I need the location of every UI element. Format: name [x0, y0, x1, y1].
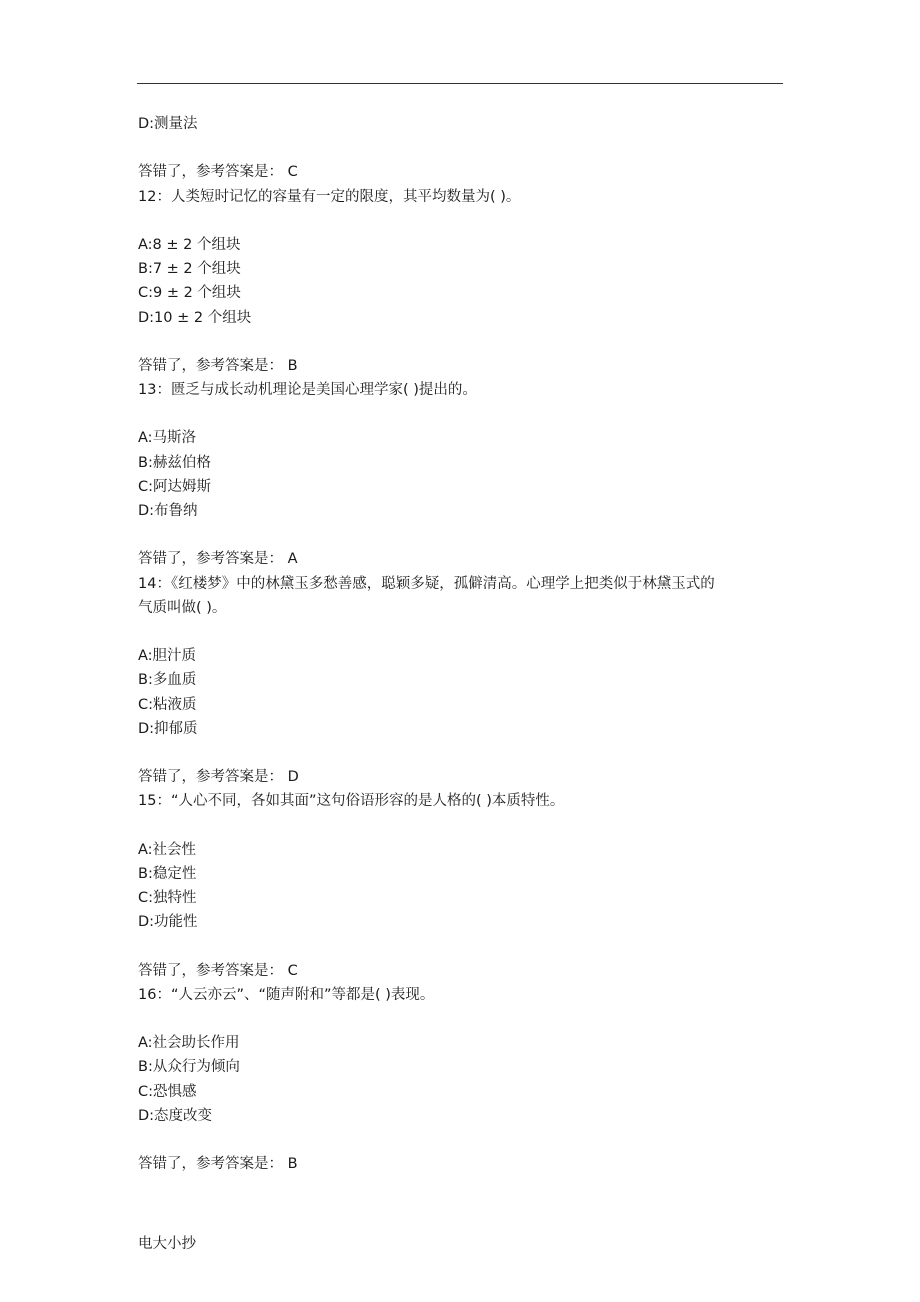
- blank-line: [138, 1128, 788, 1152]
- document-line: C:恐惧感: [138, 1083, 197, 1100]
- document-line: 答错了，参考答案是： C: [138, 164, 298, 181]
- blank-line: [138, 136, 788, 160]
- document-line: 答错了，参考答案是： A: [138, 551, 298, 568]
- blank-line: [138, 813, 788, 837]
- document-line: 13：匮乏与成长动机理论是美国心理学家( )提出的。: [138, 382, 477, 399]
- document-line: 答错了，参考答案是： D: [138, 769, 299, 786]
- header-rule: [137, 83, 783, 84]
- document-line: 答错了，参考答案是： C: [138, 962, 298, 979]
- document-line: B:多血质: [138, 672, 197, 689]
- document-line: 气质叫做( )。: [138, 599, 227, 616]
- document-line: B:7 ± 2 个组块: [138, 261, 241, 278]
- document-line: D:抑郁质: [138, 720, 198, 737]
- document-line: B:稳定性: [138, 865, 197, 882]
- blank-line: [138, 1007, 788, 1031]
- document-line: 15：“人心不同，各如其面”这句俗语形容的是人格的( )本质特性。: [138, 793, 565, 810]
- document-line: 答错了，参考答案是： B: [138, 357, 298, 374]
- document-body: [138, 112, 788, 1176]
- document-line: D:10 ± 2 个组块: [138, 309, 252, 326]
- document-line: D:布鲁纳: [138, 503, 198, 519]
- page-footer: 电大小抄: [138, 1236, 196, 1252]
- blank-line: [138, 741, 788, 765]
- document-line: B:从众行为倾向: [138, 1059, 240, 1076]
- document-line: C:粘液质: [138, 696, 197, 713]
- document-line: 14：《红楼梦》中的林黛玉多愁善感，聪颖多疑，孤僻清高。心理学上把类似于林黛玉式的: [138, 575, 715, 592]
- document-line: A:社会性: [138, 841, 197, 858]
- document-line: B:赫兹伯格: [138, 454, 211, 471]
- document-line: D:态度改变: [138, 1107, 213, 1124]
- blank-line: [138, 523, 788, 547]
- document-line: A:胆汁质: [138, 648, 197, 665]
- blank-line: [138, 330, 788, 354]
- document-line: 16：“人云亦云”、“随声附和”等都是( )表现。: [138, 986, 435, 1003]
- document-line: 12：人类短时记忆的容量有一定的限度，其平均数量为( )。: [138, 188, 521, 205]
- document-line: C:阿达姆斯: [138, 478, 212, 495]
- document-line: C:9 ± 2 个组块: [138, 285, 241, 302]
- document-line: 答错了，参考答案是： B: [138, 1156, 298, 1173]
- document-line: D:功能性: [138, 914, 198, 931]
- blank-line: [138, 620, 788, 644]
- document-line: D:测量法: [138, 116, 198, 132]
- blank-line: [138, 402, 788, 426]
- blank-line: [138, 934, 788, 958]
- document-line: A:8 ± 2 个组块: [138, 236, 241, 253]
- document-line: A:社会助长作用: [138, 1035, 240, 1052]
- blank-line: [138, 209, 788, 233]
- document-line: A:马斯洛: [138, 430, 197, 447]
- document-line: C:独特性: [138, 890, 197, 906]
